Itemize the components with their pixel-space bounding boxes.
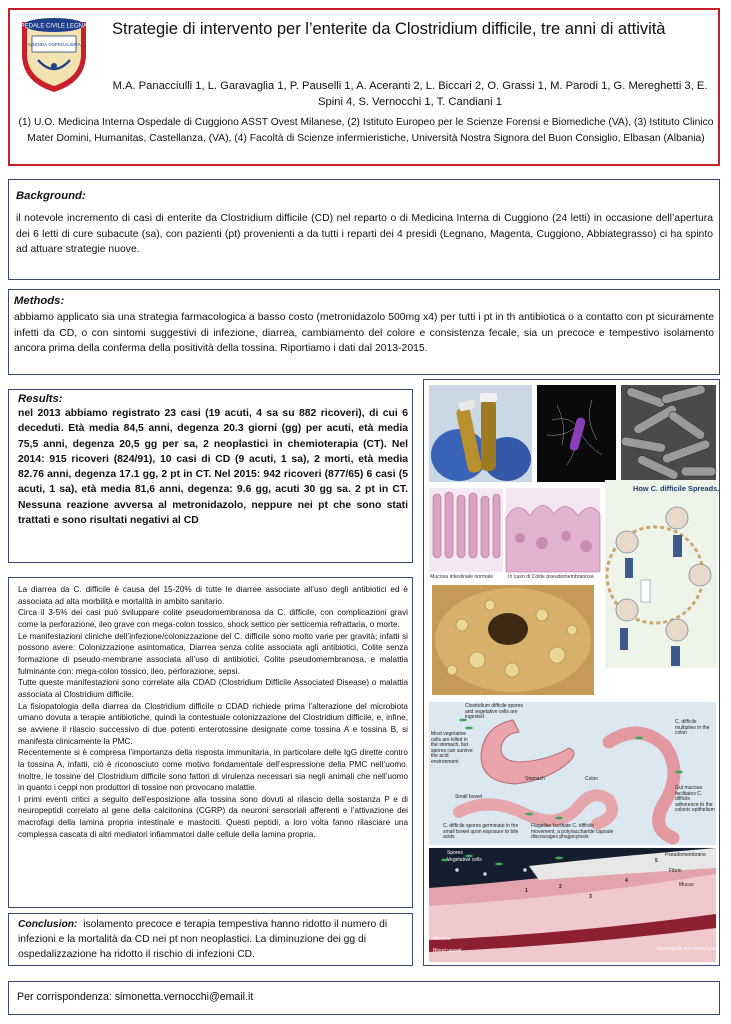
logo-ring-text: OSPEDALE CIVILE LEGNANO	[11, 23, 97, 30]
c-difficile-spread-infographic	[605, 480, 720, 668]
gut-label-colon: Colon	[585, 776, 599, 782]
colonoscopy-image	[432, 585, 594, 695]
contact-section	[8, 981, 720, 1015]
gut-label-stomach: Stomach	[525, 776, 545, 782]
results-text: nel 2013 abbiamo registrato 23 casi (19 acuti, 4 sa su 882 ricoveri), di cui 6 deceduti. Età media 84,5 anni, degenza 20.3 giorni (gg) per acuti, età media 75,5 anni, degenza 20,5 gg per sa, 2 neoplastici in chemioterapia (CT). Nel 2014: 915 ricoveri (824/91), 10 casi di CD (9 acuti, 1 sa), 2 morti, età media 82.76 anni, degenza 17.1 gg, 2 pt in CT. Nel 2015: 942 ricoveri (877/65) 6 casi (5 acuti, 1 sa), età media 81,6 anni, degenza: 9.6 gg, acuti 30 gg sa. 2 pt in CT. Nessuna reazione avversa al metronidazolo, neppure nei pt che sono stati trattati e sono risultati negativi al CD	[18, 408, 408, 527]
mucosa-marker: 4	[625, 878, 628, 884]
mucosa-marker: 5	[655, 858, 658, 864]
discussion-paragraph: Recentemente si è compresa l’importanza della risposta immunitaria, in particolare delle IgG dirette contro la tossina A, infatti, ciò è riconosciuto come motivo fondamentale dell’espressione della PMC nell’uomo. Inoltre, le tossine del Clostridium difficile sono fattori di virulenza necessari sia negli animali che nell’uomo in quanto i ceppi non produttori di tossine non provocano malattie.	[18, 748, 408, 793]
mucosa-marker: 1	[525, 888, 528, 894]
methods-section	[8, 289, 720, 375]
gut-label-germination: C. difficile spores germinate in the small bowel upon exposure to bile acids	[443, 823, 519, 841]
discussion-paragraph: La diarrea da C. difficile è causa del 15-20% di tutte le diarree associate all’uso degli antibiotici ed è associata ad alta morbilità e mortalità in ambito sanitario.	[18, 585, 408, 606]
logo-inner-text: AZIENDA OSPEDALIERA	[27, 42, 81, 47]
conclusion-body: isolamento precoce e terapia tempestiva hanno ridotto il numero di infezioni e la mortalità da CD nei pt non neoplastici. La diminuzione dei gg di ospedalizzazione ha ridotto il rischio di infezioni CD.	[18, 919, 388, 961]
methods-text: abbiamo applicato sia una strategia farmacologica a basso costo (metronidazolo 500mg x4) per tutti i pt in th antibiotica o a contatto con pt sicuramente infetti da CD, o con sintomi suggestivi di infezione, diarrea, cambiamento del colore e consistenza fecale, sia un precoce e tempestivo isolamento ancora prima della conferma della positività della tossina. Riportiamo i dati dal 2013-2015.	[14, 312, 714, 355]
conclusion-section	[8, 913, 413, 966]
conclusion-heading: Conclusion:	[18, 919, 78, 930]
bacterium-tem-image	[537, 385, 616, 482]
mucosa-label-pseudomembrane: Pseudomembrane	[665, 852, 706, 858]
normal-mucosa-caption: Mucosa intestinale normale	[430, 574, 494, 580]
image-collage	[423, 379, 720, 966]
normal-mucosa-histology-image	[429, 488, 503, 572]
contact-text: Per corrispondenza: simonetta.vernocchi@email.it	[17, 991, 254, 1003]
discussion-paragraph: Le manifestazioni cliniche dell’infezione/colonizzazione del C. difficile sono molto varie per gravità; infatti si possono avere: Colonizzazione asintomatica, Diarrea senza colite associata agli antibiotici, Colite senza formazione di pseudo-membrane associata all’uso di antibiotici, Colite pseudomembranosa, e malattia fulminante con: mega-colon tossico, ileo, perforazione, sepsi.	[18, 631, 408, 676]
mucosa-label-neutrophils: Neutrophils and monocytes	[657, 946, 718, 952]
infection-pathway-diagram	[429, 702, 716, 845]
background-section	[8, 179, 720, 280]
results-section	[8, 389, 413, 563]
gut-label-flagellae: Flagellae facilitate C. difficile movement; a polysaccharide capsule discourages phagocytosis	[531, 823, 614, 841]
mucosa-marker: 3	[589, 894, 592, 900]
mucosa-label-mucosa: Mucosa	[433, 936, 451, 942]
gut-label-ingestion: Clostridium difficile spores and vegetative cells are ingested	[465, 703, 523, 721]
author-list: M.A. Panacciulli 1, L. Garavaglia 1, P. Pauselli 1, A. Aceranti 2, L. Biccari 2, O. Grassi 1, M. Parodi 1, G. Mereghetti 3, E. Spini 4, S. Vernocchi 1, T. Candiani 1	[112, 80, 708, 108]
background-text: il notevole incremento di casi di enterite da Clostridium difficile (CD) nel reparto o di Medicina Interna di Cuggiono (24 letti) in occasione dell’apertura dei 6 letti di cure subacute (sa), con pazienti (pt) provenienti a da tutti i reparti dei 4 presidi (Legnano, Magenta, Cuggiono, Abbiategrasso) ci ha spinto ad attuare strategie nuove.	[16, 213, 713, 255]
conclusion-text	[18, 917, 412, 963]
infographic-title: How C. difficile Spreads.	[633, 484, 720, 493]
gut-label-stomach-acid: Most vegetative cells are killed in the stomach, but spores can survive the acid environment	[431, 731, 473, 765]
mucosa-label-blood-vessel: Blood vessel	[433, 948, 462, 954]
mucosa-label-fibrin: Fibrin	[669, 868, 682, 874]
discussion-paragraph: Circa il 3-5% dei casi può sviluppare colite pseudomembranosa da C. difficile, con complicazioni gravi come la perforazione, ileo grave con mega-colon tossico, shock settico per setticemia refrattaria, o morte.	[18, 608, 408, 629]
bacteria-sem-image	[621, 385, 716, 482]
results-heading: Results:	[18, 393, 63, 405]
discussion-section	[8, 577, 413, 908]
hospital-seal-icon	[11, 16, 97, 94]
mucosa-label-vegetative: Vegetative cells	[447, 857, 482, 863]
background-heading: Background:	[16, 190, 86, 202]
pseudomembranous-colitis-caption: In caso di Colite pseudomembranosa	[508, 574, 594, 580]
poster-title: Strategie di intervento per l’enterite da Clostridium difficile, tre anni di attività	[112, 19, 666, 38]
gut-label-multiplies: C. difficile multiplies in the colon	[675, 719, 710, 737]
methods-heading: Methods:	[14, 295, 65, 307]
hospital-seal-logo	[11, 16, 97, 94]
gut-label-adherence: Gut mucosa facilitates C. difficile adherence to the colonic epithelium	[675, 785, 715, 814]
poster-header	[8, 8, 720, 166]
mucosa-marker: 2	[559, 884, 562, 890]
mucosa-label-mucus: Mucus	[679, 882, 694, 888]
discussion-text	[18, 584, 408, 840]
mucosa-cross-section-diagram	[429, 848, 716, 962]
discussion-paragraph: I primi eventi critici a seguito dell’esposizione alla tossina sono dovuti al rilascio della sostanza P e di neuropeptidi correlato al gene della calcitonina (CGRP) da neuroni sensoriali afferenti e l’attivazione dei macrofagi della lamina propria intestinale e mastociti. Questi peptidi, a loro volta fanno rilasciare una complessa cascata di altri mediatori infiammatori dalle cellule della lamina propria.	[18, 794, 408, 839]
mucosa-label-spores: Spores	[447, 850, 463, 856]
stool-sample-tubes-image	[429, 385, 532, 482]
discussion-paragraph: Tutte queste manifestazioni sono correlate alla CDAD (Clostridium Difficile Associated Disease) o malattia associata al Clostridium difficile.	[18, 678, 408, 699]
discussion-paragraph: La fisiopatologia della diarrea da Clostridium difficile o CDAD richiede prima l’alterazione del microbiota umano dovuta a terapie antibiotiche, quindi la contestuale colonizzazione del Clostridium difficile, e, infine, se avviene il rilascio successivo di due potenti enterotossine designate come tossina A e tossina B, si manifesta clinicamente la PMC.	[18, 701, 408, 746]
gut-label-small-bowel: Small bowel	[455, 794, 482, 800]
pseudomembranous-colitis-histology-image	[506, 488, 600, 572]
affiliation-list: (1) U.O. Medicina Interna Ospedale di Cuggiono ASST Ovest Milanese, (2) Istituto Europeo per le Scienze Forensi e Biomediche (VA), (3) Istituto Clinico Mater Domini, Humanitas, Castellanza, (VA), (4) Facoltà di Scienze infermieristiche, Università Nostra Signora del Buon Consiglio, Elbasan (Albania)	[18, 117, 714, 144]
